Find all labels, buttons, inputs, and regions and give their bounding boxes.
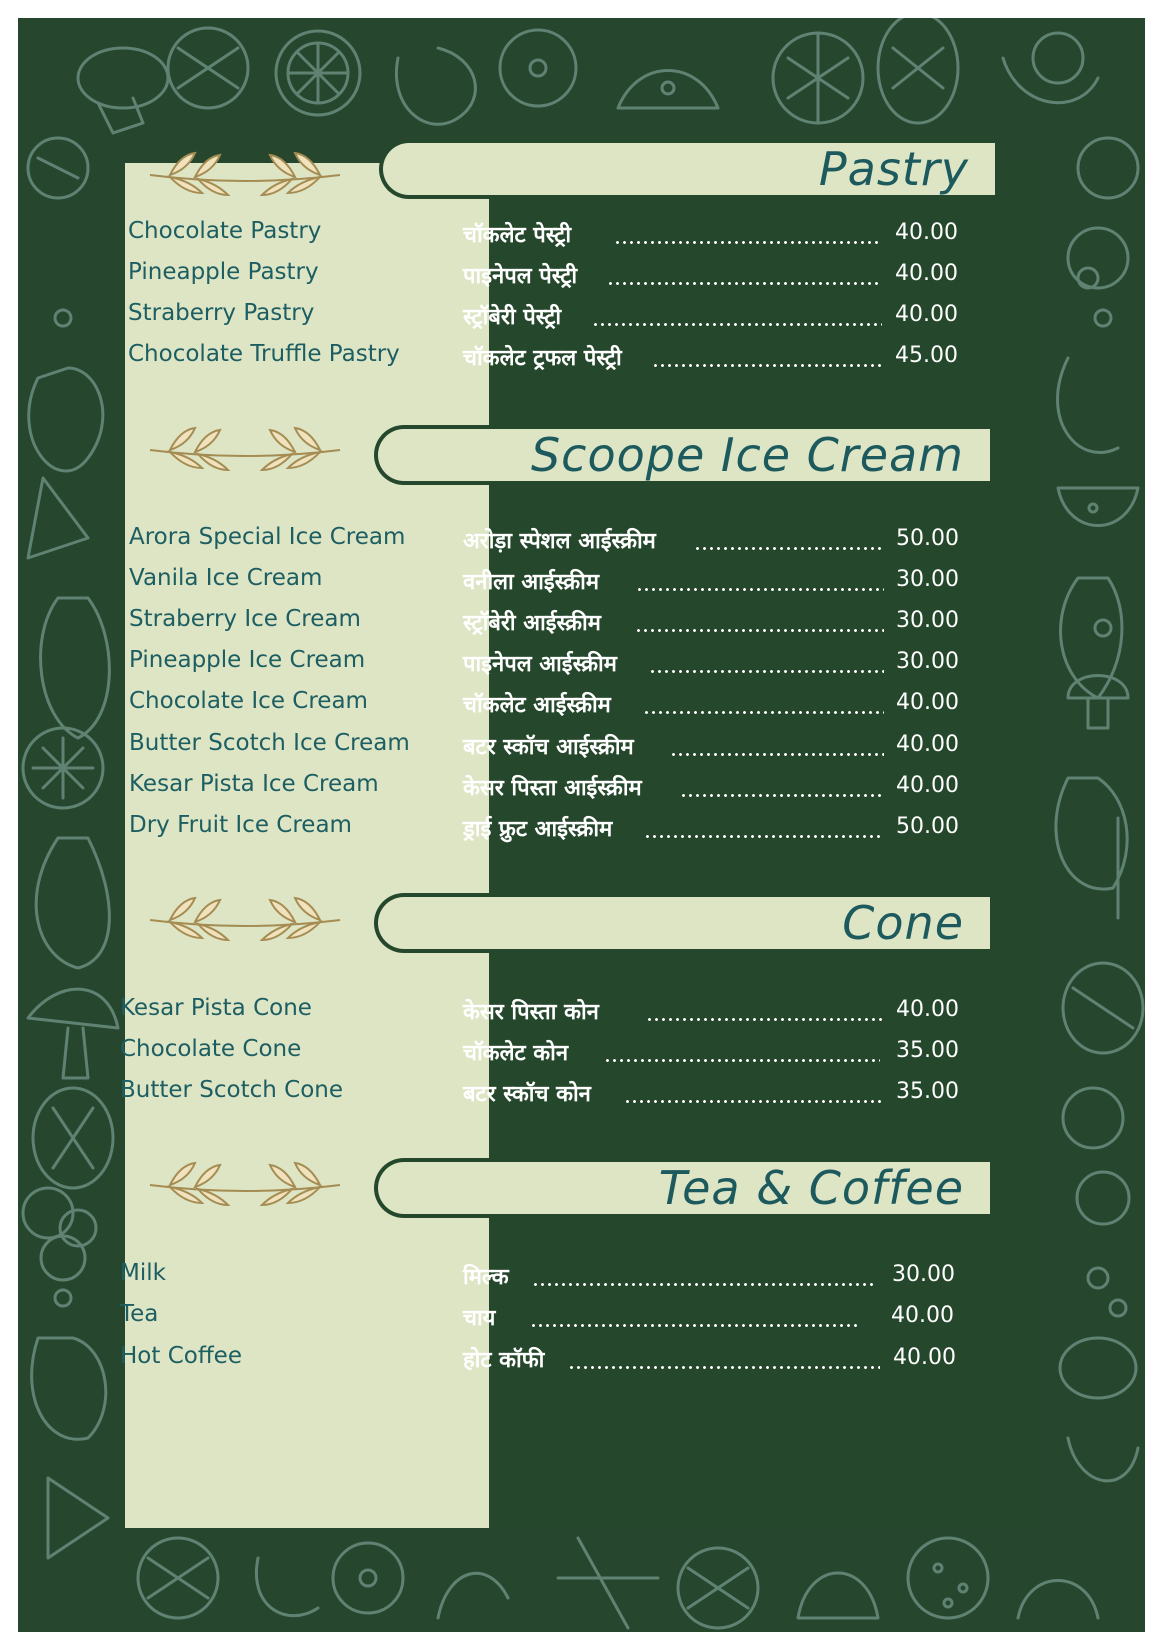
menu-item-price: 45.00 (895, 343, 958, 368)
menu-item-name: Hot Coffee (120, 1343, 242, 1369)
menu-item-name: Butter Scotch Cone (120, 1077, 344, 1103)
menu-item-price: 40.00 (896, 773, 959, 798)
section-header-pastry (379, 139, 995, 199)
menu-item-name: Chocolate Ice Cream (129, 688, 368, 714)
dot-leader (592, 323, 882, 326)
dot-leader (532, 1283, 875, 1286)
menu-item-name-hindi: होट कॉफी (463, 1348, 545, 1373)
menu-item-price: 40.00 (895, 220, 958, 245)
section-title: Cone (842, 896, 964, 950)
section-header-tea-coffee (374, 1158, 990, 1218)
dot-leader (636, 588, 884, 591)
laurel-ornament-icon (140, 1155, 350, 1215)
section-title: Scoope Ice Cream (530, 428, 964, 482)
menu-item-name-hindi: स्ट्रॉबेरी आईस्क्रीम (463, 611, 601, 636)
menu-item-name-hindi: वनीला आईस्क्रीम (463, 570, 600, 595)
menu-item-price: 30.00 (896, 567, 959, 592)
menu-item-name: Arora Special Ice Cream (129, 524, 406, 550)
menu-item-name: Butter Scotch Ice Cream (129, 730, 410, 756)
menu-item-price: 30.00 (896, 608, 959, 633)
menu-item-name-hindi: मिल्क (463, 1265, 509, 1290)
menu-item-price: 40.00 (896, 732, 959, 757)
menu-item-price: 40.00 (893, 1345, 956, 1370)
menu-item-name-hindi: चॉकलेट पेस्ट्री (463, 223, 572, 248)
menu-item-name: Chocolate Pastry (128, 218, 322, 244)
menu-item-name: Tea (120, 1301, 159, 1327)
menu-item-name-hindi: केसर पिस्ता कोन (463, 1000, 599, 1025)
section-title: Pastry (818, 142, 969, 196)
menu-item-name-hindi: ड्राई फ्रुट आईस्क्रीम (463, 817, 613, 842)
menu-item-price: 40.00 (896, 997, 959, 1022)
laurel-ornament-icon (140, 420, 350, 480)
menu-item-name: Kesar Pista Cone (120, 995, 312, 1021)
menu-item-name-hindi: चॉकलेट ट्रफल पेस्ट्री (463, 346, 622, 371)
menu-item-name-hindi: स्ट्रॉबेरी पेस्ट्री (463, 305, 562, 330)
menu-item-name: Pineapple Ice Cream (129, 647, 366, 673)
dot-leader (652, 364, 882, 367)
menu-item-name-hindi: केसर पिस्ता आईस्क्रीम (463, 776, 642, 801)
menu-item-name-hindi: बटर स्कॉच आईस्क्रीम (463, 735, 634, 760)
dot-leader (604, 1059, 880, 1062)
dot-leader (635, 629, 884, 632)
menu-item-price: 50.00 (896, 526, 959, 551)
dot-leader (680, 794, 884, 797)
menu-item-name-hindi: बटर स्कॉच कोन (463, 1082, 591, 1107)
menu-item-name: Straberry Pastry (128, 300, 315, 326)
menu-item-price: 30.00 (896, 649, 959, 674)
dot-leader (568, 1366, 880, 1369)
dot-leader (624, 1100, 884, 1103)
menu-item-price: 40.00 (891, 1303, 954, 1328)
section-header-cone (374, 893, 990, 953)
menu-item-name-hindi: पाइनेपल आईस्क्रीम (463, 652, 617, 677)
section-title: Tea & Coffee (658, 1161, 964, 1215)
dot-leader (614, 241, 882, 244)
dot-leader (530, 1324, 860, 1327)
dot-leader (649, 670, 884, 673)
dot-leader (644, 835, 884, 838)
menu-item-name: Milk (120, 1260, 166, 1286)
laurel-ornament-icon (140, 890, 350, 950)
menu-item-name: Chocolate Cone (120, 1036, 302, 1062)
menu-item-price: 40.00 (895, 261, 958, 286)
menu-item-name-hindi: अरोड़ा स्पेशल आईस्क्रीम (463, 529, 656, 554)
menu-item-price: 40.00 (895, 302, 958, 327)
menu-item-name-hindi: पाइनेपल पेस्ट्री (463, 264, 578, 289)
menu-item-name-hindi: चॉकलेट कोन (463, 1041, 569, 1066)
dot-leader (643, 711, 884, 714)
menu-item-name: Pineapple Pastry (128, 259, 319, 285)
menu-item-name: Dry Fruit Ice Cream (129, 812, 352, 838)
menu-item-name-hindi: चाय (463, 1306, 496, 1331)
laurel-ornament-icon (140, 145, 350, 205)
dot-leader (694, 547, 884, 550)
menu-item-price: 30.00 (892, 1262, 955, 1287)
menu-item-name: Vanila Ice Cream (129, 565, 323, 591)
menu-item-name: Chocolate Truffle Pastry (128, 341, 400, 367)
menu-item-name: Kesar Pista Ice Cream (129, 771, 379, 797)
menu-item-name-hindi: चॉकलेट आईस्क्रीम (463, 693, 611, 718)
dot-leader (607, 282, 882, 285)
menu-item-price: 35.00 (896, 1038, 959, 1063)
english-names-panel (125, 163, 489, 1528)
section-header-scoope-ice-cream (374, 425, 990, 485)
menu-item-price: 50.00 (896, 814, 959, 839)
dot-leader (646, 1018, 884, 1021)
menu-item-name: Straberry Ice Cream (129, 606, 361, 632)
menu-item-price: 40.00 (896, 690, 959, 715)
dot-leader (670, 753, 884, 756)
menu-item-price: 35.00 (896, 1079, 959, 1104)
